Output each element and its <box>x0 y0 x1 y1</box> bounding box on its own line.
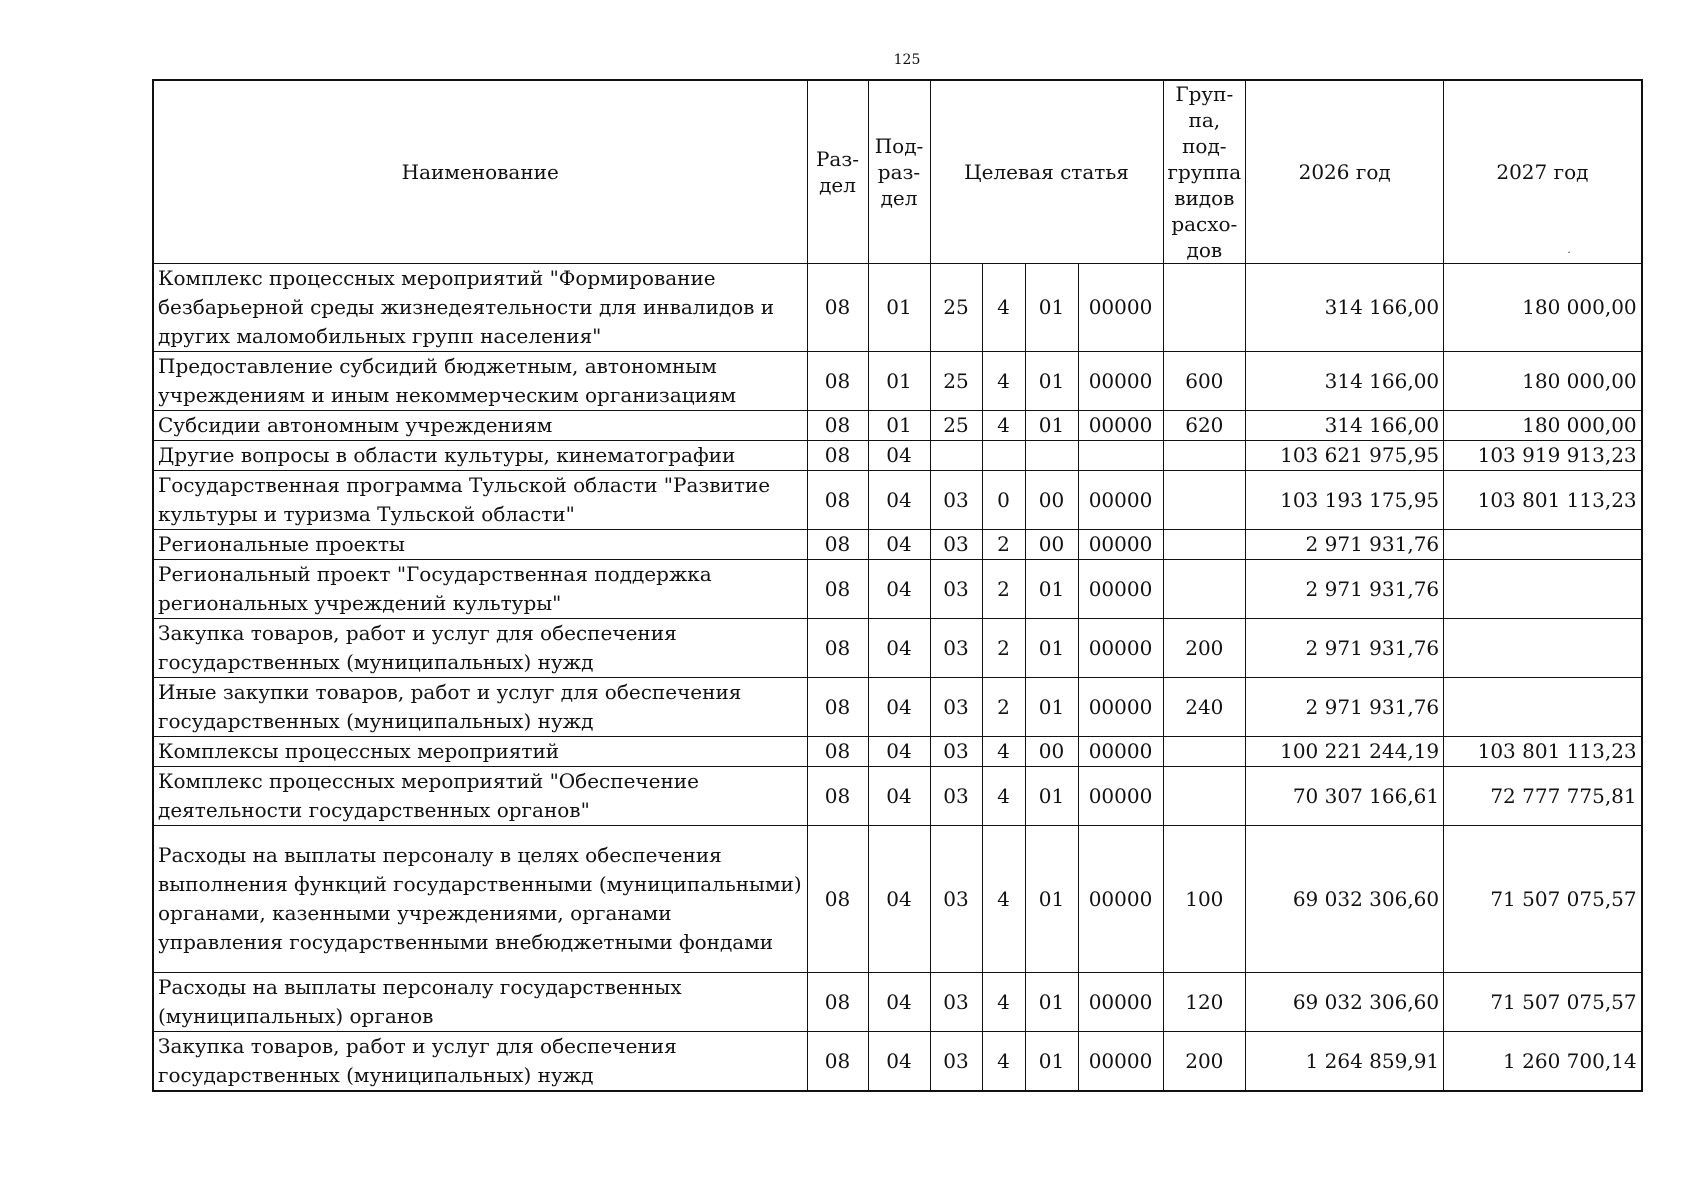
row-podrazdel: 04 <box>868 560 930 619</box>
header-target-article: Целевая статья <box>930 80 1163 264</box>
row-amount-2026: 100 221 244,19 <box>1246 737 1444 767</box>
row-podrazdel: 04 <box>868 973 930 1032</box>
row-amount-2026: 314 166,00 <box>1246 264 1444 352</box>
row-name: Комплекс процессных мероприятий "Обеспечение деятельности государственных органов" <box>153 767 807 826</box>
table-row <box>153 826 1642 973</box>
row-target-element: 01 <box>1025 411 1078 441</box>
row-target-type: 2 <box>982 530 1025 560</box>
row-target-element: 01 <box>1025 264 1078 352</box>
row-expense-group <box>1163 737 1246 767</box>
row-expense-group: 200 <box>1163 1032 1246 1092</box>
row-razdel: 08 <box>807 678 868 737</box>
row-target-element: 00 <box>1025 530 1078 560</box>
table-row <box>153 441 1642 471</box>
row-podrazdel: 04 <box>868 530 930 560</box>
table-row <box>153 352 1642 411</box>
row-amount-2027: 180 000,00 <box>1444 352 1642 411</box>
row-amount-2027: 103 801 113,23 <box>1444 471 1642 530</box>
row-target-program: 03 <box>930 737 982 767</box>
row-expense-group: 240 <box>1163 678 1246 737</box>
row-target-element: 01 <box>1025 973 1078 1032</box>
table-row <box>153 1032 1642 1092</box>
header-year-2027 <box>1444 80 1642 264</box>
row-amount-2026: 2 971 931,76 <box>1246 619 1444 678</box>
row-target-type: 4 <box>982 737 1025 767</box>
row-razdel: 08 <box>807 411 868 441</box>
row-name: Расходы на выплаты персоналу в целях обеспечения выполнения функций государственными (муниципальными) органами, казенными учреждениями, органами управления государственными внебюджетными фондами <box>153 826 807 973</box>
row-amount-2026: 2 971 931,76 <box>1246 560 1444 619</box>
table-header-row <box>153 80 1642 264</box>
row-podrazdel: 04 <box>868 1032 930 1092</box>
row-target-direction: 00000 <box>1078 352 1163 411</box>
row-amount-2027: 71 507 075,57 <box>1444 826 1642 973</box>
row-target-type: 4 <box>982 411 1025 441</box>
row-target-program: 03 <box>930 973 982 1032</box>
row-amount-2026: 314 166,00 <box>1246 411 1444 441</box>
row-amount-2026: 1 264 859,91 <box>1246 1032 1444 1092</box>
row-podrazdel: 01 <box>868 411 930 441</box>
row-name: Предоставление субсидий бюджетным, автономным учреждениям и иным некоммерческим организациям <box>153 352 807 411</box>
row-expense-group <box>1163 264 1246 352</box>
row-target-type: 2 <box>982 560 1025 619</box>
page-number: 125 <box>893 52 921 68</box>
table-row <box>153 973 1642 1032</box>
row-target-type: 4 <box>982 264 1025 352</box>
row-target-element: 01 <box>1025 826 1078 973</box>
row-target-direction: 00000 <box>1078 973 1163 1032</box>
row-target-type: 4 <box>982 1032 1025 1092</box>
row-target-direction: 00000 <box>1078 530 1163 560</box>
row-target-type: 4 <box>982 826 1025 973</box>
row-target-direction: 00000 <box>1078 737 1163 767</box>
row-target-direction: 00000 <box>1078 411 1163 441</box>
row-expense-group: 600 <box>1163 352 1246 411</box>
table-row <box>153 530 1642 560</box>
row-razdel: 08 <box>807 352 868 411</box>
table-row <box>153 264 1642 352</box>
header-year-2026: 2026 год <box>1246 80 1444 264</box>
header-expense-group: Груп- па, под- группа видов расхо- дов <box>1163 80 1246 264</box>
row-razdel: 08 <box>807 471 868 530</box>
row-name: Государственная программа Тульской области "Развитие культуры и туризма Тульской области" <box>153 471 807 530</box>
row-razdel: 08 <box>807 264 868 352</box>
row-target-type <box>982 441 1025 471</box>
row-target-element: 01 <box>1025 352 1078 411</box>
row-podrazdel: 01 <box>868 352 930 411</box>
row-target-program: 03 <box>930 530 982 560</box>
row-amount-2026: 103 193 175,95 <box>1246 471 1444 530</box>
row-podrazdel: 04 <box>868 678 930 737</box>
row-target-direction: 00000 <box>1078 560 1163 619</box>
row-amount-2027: 72 777 775,81 <box>1444 767 1642 826</box>
row-name: Закупка товаров, работ и услуг для обеспечения государственных (муниципальных) нужд <box>153 619 807 678</box>
row-razdel: 08 <box>807 973 868 1032</box>
table-row <box>153 737 1642 767</box>
header-podrazdel: Под- раз- дел <box>868 80 930 264</box>
row-razdel: 08 <box>807 767 868 826</box>
header-razdel: Раз- дел <box>807 80 868 264</box>
row-podrazdel: 04 <box>868 441 930 471</box>
row-target-element: 00 <box>1025 471 1078 530</box>
row-target-type: 2 <box>982 678 1025 737</box>
row-expense-group <box>1163 441 1246 471</box>
row-target-element: 01 <box>1025 678 1078 737</box>
row-razdel: 08 <box>807 737 868 767</box>
row-target-direction: 00000 <box>1078 471 1163 530</box>
row-amount-2026: 2 971 931,76 <box>1246 530 1444 560</box>
row-expense-group <box>1163 767 1246 826</box>
row-amount-2027: 103 801 113,23 <box>1444 737 1642 767</box>
table-row <box>153 678 1642 737</box>
row-expense-group: 620 <box>1163 411 1246 441</box>
row-expense-group: 100 <box>1163 826 1246 973</box>
row-target-program: 03 <box>930 560 982 619</box>
row-target-direction: 00000 <box>1078 826 1163 973</box>
table-row <box>153 411 1642 441</box>
row-name: Субсидии автономным учреждениям <box>153 411 807 441</box>
row-target-type: 0 <box>982 471 1025 530</box>
row-amount-2027: 180 000,00 <box>1444 411 1642 441</box>
row-target-program: 25 <box>930 264 982 352</box>
row-podrazdel: 04 <box>868 471 930 530</box>
row-target-element: 01 <box>1025 560 1078 619</box>
row-amount-2027 <box>1444 619 1642 678</box>
row-target-element: 01 <box>1025 1032 1078 1092</box>
row-target-type: 4 <box>982 767 1025 826</box>
row-target-element <box>1025 441 1078 471</box>
row-target-direction: 00000 <box>1078 619 1163 678</box>
row-target-direction: 00000 <box>1078 678 1163 737</box>
row-expense-group <box>1163 530 1246 560</box>
row-target-program: 03 <box>930 471 982 530</box>
row-amount-2026: 103 621 975,95 <box>1246 441 1444 471</box>
row-razdel: 08 <box>807 1032 868 1092</box>
row-expense-group <box>1163 471 1246 530</box>
row-razdel: 08 <box>807 530 868 560</box>
row-podrazdel: 04 <box>868 619 930 678</box>
row-target-direction <box>1078 441 1163 471</box>
row-target-program: 03 <box>930 619 982 678</box>
row-name: Иные закупки товаров, работ и услуг для обеспечения государственных (муниципальных) нужд <box>153 678 807 737</box>
row-target-program <box>930 441 982 471</box>
row-amount-2027: 103 919 913,23 <box>1444 441 1642 471</box>
row-target-type: 2 <box>982 619 1025 678</box>
row-amount-2027 <box>1444 530 1642 560</box>
row-name: Закупка товаров, работ и услуг для обеспечения государственных (муниципальных) нужд <box>153 1032 807 1092</box>
row-podrazdel: 04 <box>868 767 930 826</box>
row-name: Расходы на выплаты персоналу государственных (муниципальных) органов <box>153 973 807 1032</box>
row-target-program: 25 <box>930 411 982 441</box>
row-razdel: 08 <box>807 826 868 973</box>
row-target-program: 03 <box>930 767 982 826</box>
row-target-program: 03 <box>930 1032 982 1092</box>
row-amount-2026: 2 971 931,76 <box>1246 678 1444 737</box>
row-target-element: 01 <box>1025 619 1078 678</box>
row-name: Другие вопросы в области культуры, кинематографии <box>153 441 807 471</box>
row-expense-group: 200 <box>1163 619 1246 678</box>
row-amount-2027 <box>1444 678 1642 737</box>
row-name: Региональный проект "Государственная поддержка региональных учреждений культуры" <box>153 560 807 619</box>
row-target-program: 03 <box>930 678 982 737</box>
header-year-2027-label: 2027 год <box>1496 160 1589 184</box>
row-target-element: 00 <box>1025 737 1078 767</box>
row-razdel: 08 <box>807 619 868 678</box>
row-target-program: 25 <box>930 352 982 411</box>
stray-mark: · <box>1567 248 1571 259</box>
row-amount-2027: 71 507 075,57 <box>1444 973 1642 1032</box>
table-row <box>153 619 1642 678</box>
row-podrazdel: 04 <box>868 826 930 973</box>
table-row <box>153 560 1642 619</box>
row-razdel: 08 <box>807 441 868 471</box>
row-target-type: 4 <box>982 973 1025 1032</box>
table-row <box>153 471 1642 530</box>
row-name: Комплекс процессных мероприятий "Формирование безбарьерной среды жизнедеятельности для инвалидов и других маломобильных групп населения" <box>153 264 807 352</box>
row-name: Региональные проекты <box>153 530 807 560</box>
budget-table <box>152 79 1643 1092</box>
row-podrazdel: 01 <box>868 264 930 352</box>
row-name: Комплексы процессных мероприятий <box>153 737 807 767</box>
row-amount-2027 <box>1444 560 1642 619</box>
row-target-direction: 00000 <box>1078 264 1163 352</box>
row-target-program: 03 <box>930 826 982 973</box>
row-target-direction: 00000 <box>1078 767 1163 826</box>
row-expense-group <box>1163 560 1246 619</box>
row-amount-2026: 69 032 306,60 <box>1246 973 1444 1032</box>
row-razdel: 08 <box>807 560 868 619</box>
row-target-direction: 00000 <box>1078 1032 1163 1092</box>
row-expense-group: 120 <box>1163 973 1246 1032</box>
row-amount-2026: 314 166,00 <box>1246 352 1444 411</box>
row-amount-2027: 1 260 700,14 <box>1444 1032 1642 1092</box>
table-row <box>153 767 1642 826</box>
row-amount-2026: 70 307 166,61 <box>1246 767 1444 826</box>
row-amount-2027: 180 000,00 <box>1444 264 1642 352</box>
header-name: Наименование <box>153 80 807 264</box>
row-podrazdel: 04 <box>868 737 930 767</box>
row-amount-2026: 69 032 306,60 <box>1246 826 1444 973</box>
row-target-element: 01 <box>1025 767 1078 826</box>
row-target-type: 4 <box>982 352 1025 411</box>
